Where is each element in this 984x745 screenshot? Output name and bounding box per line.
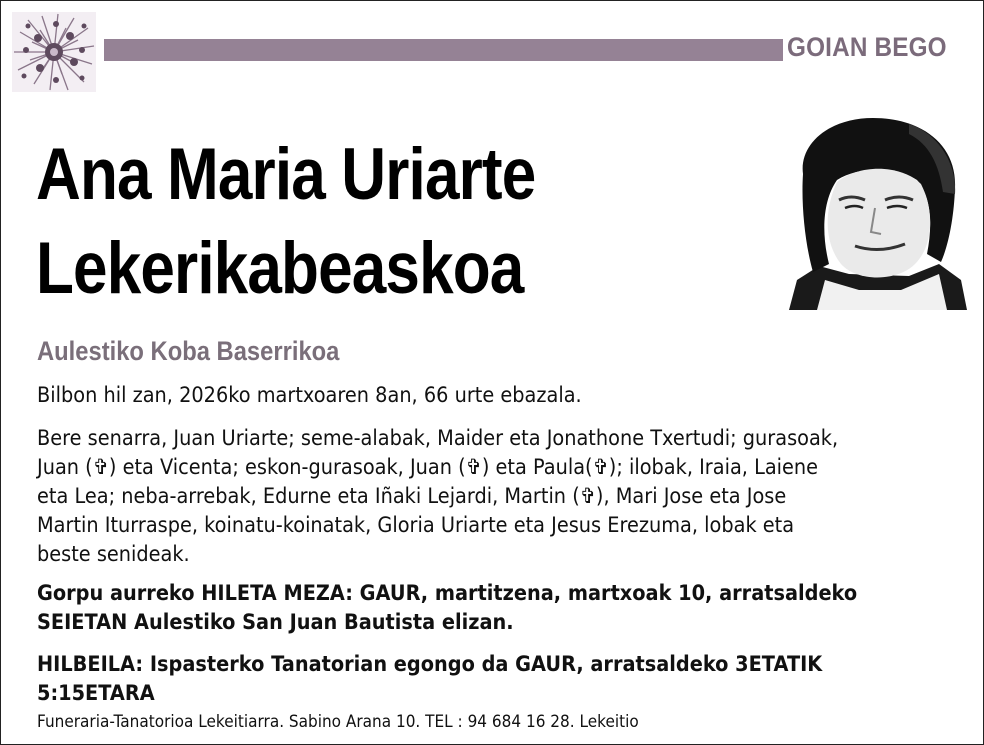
flower-ornament-icon [12, 12, 96, 92]
wake-line: HILBEILA: Ispasterko Tanatorian egongo da GAUR, arratsaldeko 3ETATIK [37, 652, 823, 676]
wake-notice [37, 650, 939, 708]
portrait-photo [789, 104, 967, 310]
funeral-home-info: Funeraria-Tanatorioa Lekeitiarra. Sabino Arana 10. TEL : 94 684 16 28. Lekeitio [37, 712, 639, 732]
deceased-origin: Aulestiko Koba Baserrikoa [37, 336, 340, 366]
header-bar [104, 39, 783, 61]
name-line-2: Lekerikabeaskoa [36, 228, 524, 309]
header-title: GOIAN BEGO [787, 32, 947, 62]
family-line: beste senideak. [37, 542, 190, 566]
deceased-name [36, 128, 535, 316]
death-notice: Bilbon hil zan, 2026ko martxoaren 8an, 66 urte ebazala. [37, 383, 582, 407]
family-list [37, 424, 939, 569]
name-line-1: Ana Maria Uriarte [36, 134, 536, 215]
wake-line: 5:15ETARA [37, 681, 155, 705]
family-line: eta Lea; neba-arrebak, Edurne eta Iñaki Lejardi, Martin (✞), Mari Jose eta Jose [37, 484, 787, 508]
family-line: Bere senarra, Juan Uriarte; seme-alabak, Maider eta Jonathone Txertudi; gurasoak, [37, 426, 839, 450]
family-line: Juan (✞) eta Vicenta; eskon-gurasoak, Juan (✞) eta Paula(✞); ilobak, Iraia, Laiene [37, 455, 819, 479]
family-line: Martin Iturraspe, koinatu-koinatak, Gloria Uriarte eta Jesus Erezuma, lobak eta [37, 513, 795, 537]
funeral-mass-notice [37, 579, 939, 637]
mass-line: Gorpu aurreko HILETA MEZA: GAUR, martitzena, martxoak 10, arratsaldeko [37, 581, 858, 605]
mass-line: SEIETAN Aulestiko San Juan Bautista elizan. [37, 610, 514, 634]
